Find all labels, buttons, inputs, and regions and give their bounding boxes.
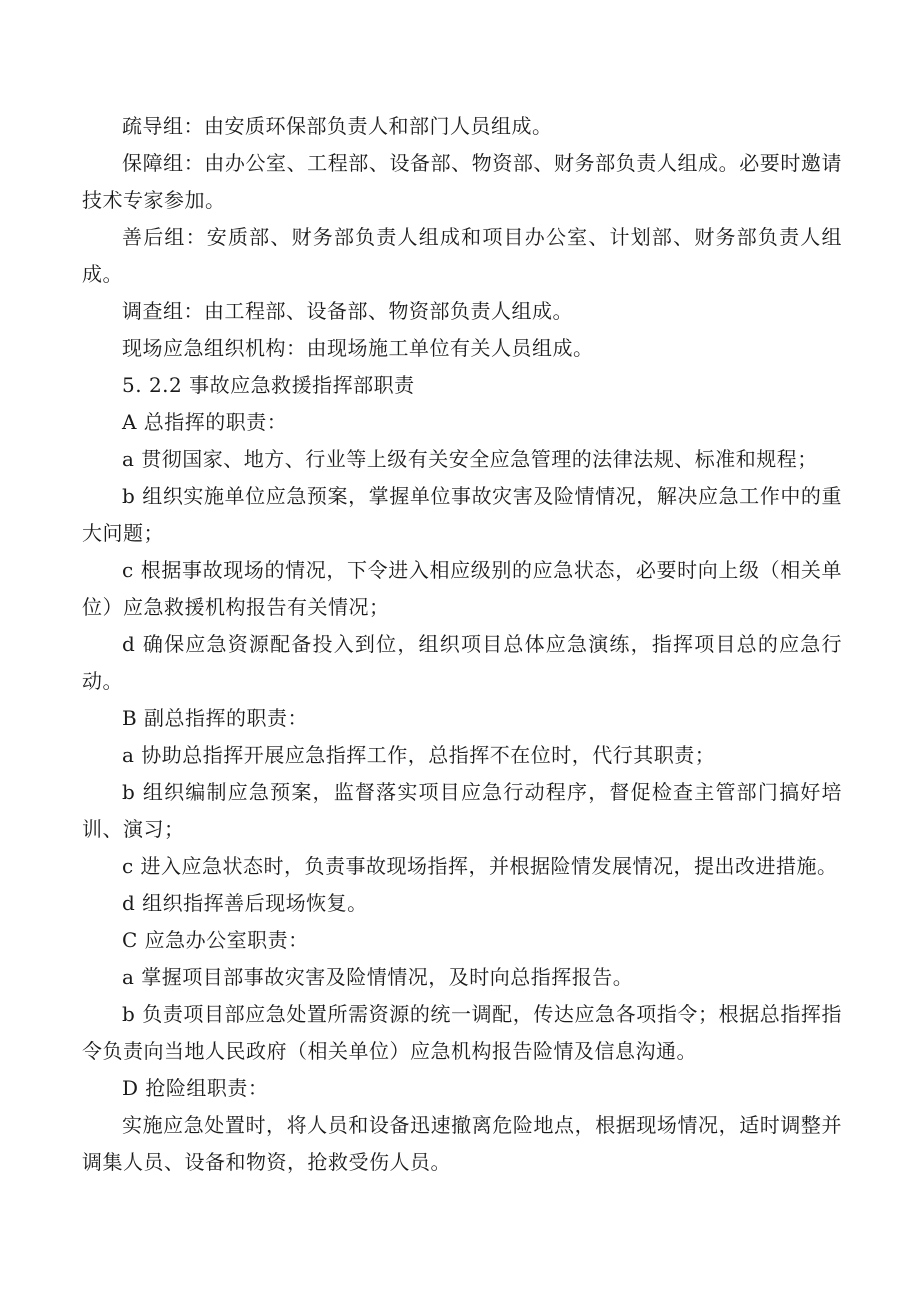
list-item-a-office: a 掌握项目部事故灾害及险情情况，及时向总指挥报告。 — [122, 965, 634, 989]
section-heading-5-2-2: 5. 2.2 事故应急救援指挥部职责 — [122, 373, 415, 397]
list-item-b-deputy: b 组织编制应急预案，监督落实项目应急行动程序，督促检查主管部门搞好培训、演习； — [82, 780, 842, 841]
list-item-c-commander: c 根据事故现场的情况，下令进入相应级别的应急状态，必要时向上级（相关单位）应急救援机构报告有关情况； — [82, 558, 842, 619]
paragraph-diaocha-group: 调查组：由工程部、设备部、物资部负责人组成。 — [122, 299, 573, 323]
subheading-commander-duties: A 总指挥的职责： — [122, 410, 288, 434]
document-body — [82, 108, 842, 1181]
subheading-rescue-group-duties: D 抢险组职责： — [122, 1076, 269, 1100]
list-item-b-commander: b 组织实施单位应急预案，掌握单位事故灾害及险情情况，解决应急工作中的重大问题； — [82, 484, 842, 545]
list-item-a-commander: a 贯彻国家、地方、行业等上级有关安全应急管理的法律法规、标准和规程； — [122, 447, 818, 471]
list-item-b-office: b 负责项目部应急处置所需资源的统一调配，传达应急各项指令；根据总指挥指令负责向当地人民政府（相关单位）应急机构报告险情及信息沟通。 — [82, 1002, 842, 1063]
list-item-a-deputy: a 协助总指挥开展应急指挥工作，总指挥不在位时，代行其职责； — [122, 743, 716, 767]
list-item-d-deputy: d 组织指挥善后现场恢复。 — [122, 891, 368, 915]
paragraph-shanhou-group: 善后组：安质部、财务部负责人组成和项目办公室、计划部、财务部负责人组成。 — [82, 225, 842, 286]
paragraph-baozhang-group: 保障组：由办公室、工程部、设备部、物资部、财务部负责人组成。必要时邀请技术专家参加。 — [82, 151, 842, 212]
subheading-emergency-office-duties: C 应急办公室职责： — [122, 928, 309, 952]
subheading-deputy-commander-duties: B 副总指挥的职责： — [122, 706, 309, 730]
paragraph-rescue-group-body: 实施应急处置时，将人员和设备迅速撤离危险地点，根据现场情况，适时调整并调集人员、设备和物资，抢救受伤人员。 — [82, 1113, 842, 1174]
list-item-c-deputy: c 进入应急状态时，负责事故现场指挥，并根据险情发展情况，提出改进措施。 — [122, 854, 838, 878]
paragraph-shudao-group: 疏导组：由安质环保部负责人和部门人员组成。 — [122, 114, 553, 138]
list-item-d-commander: d 确保应急资源配备投入到位，组织项目总体应急演练，指挥项目总的应急行动。 — [82, 632, 842, 693]
paragraph-onsite-organization: 现场应急组织机构：由现场施工单位有关人员组成。 — [122, 336, 594, 360]
